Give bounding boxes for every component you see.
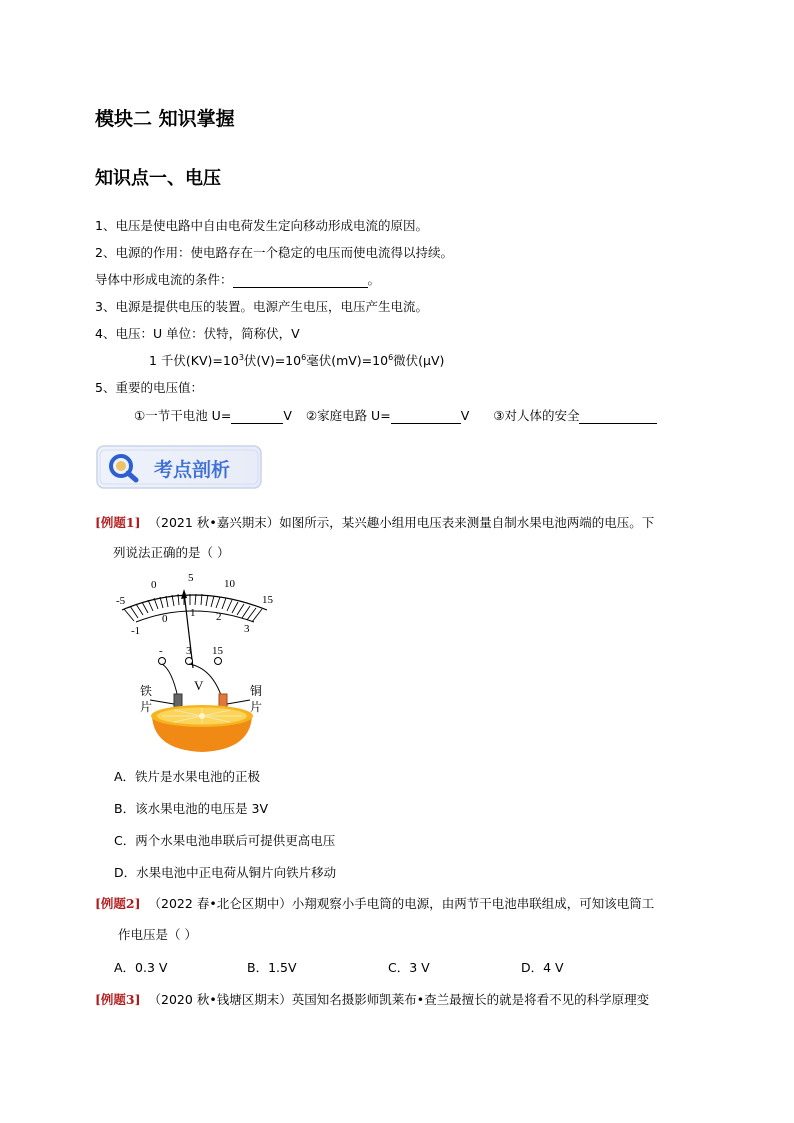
- scale-lower-4: 2: [216, 611, 222, 623]
- value-battery-unit: V: [283, 408, 292, 423]
- example-2-line-1: [95, 894, 654, 912]
- value-safe-blank[interactable]: [579, 409, 657, 424]
- scale-upper-1: -5: [116, 595, 126, 607]
- badge-label: 考点剖析: [154, 459, 231, 481]
- example-2-line-2: 作电压是（ ）: [118, 927, 197, 942]
- example-2-stem: （2022 春•北仑区期中）小翔观察小手电筒的电源，由两节干电池串联组成，可知该电筒工: [148, 896, 655, 911]
- point-2: 2、电源的作用：使电路存在一个稳定的电压而使电流得以持续。: [95, 245, 453, 260]
- value-household-blank[interactable]: [391, 409, 461, 424]
- unit-kv: 1 千伏(KV)=10: [149, 353, 239, 368]
- module-title: 模块二 知识掌握: [95, 108, 235, 130]
- copper-label-2: 片: [250, 700, 263, 714]
- scale-lower-1: -1: [131, 625, 141, 637]
- scale-lower-5: 3: [244, 623, 250, 635]
- point-3: 3、电源是提供电压的装置。电源产生电压，电压产生电流。: [95, 299, 428, 314]
- point-5: 5、重要的电压值：: [95, 380, 203, 395]
- terminal-15-label: 15: [212, 645, 223, 657]
- example-1-line-1: [95, 513, 654, 531]
- example-1-option-b[interactable]: B．该水果电池的电压是 3V: [114, 801, 269, 816]
- condition-suffix: 。: [367, 272, 381, 287]
- example-1-option-a[interactable]: A．铁片是水果电池的正极: [114, 769, 261, 784]
- exam-analysis-badge: [96, 444, 264, 492]
- unit-exp-b: 6: [301, 352, 307, 362]
- value-household-label: ②家庭电路 U=: [305, 408, 391, 423]
- voltmeter-figure: [112, 570, 287, 755]
- point-1: 1、电压是使电路中自由电荷发生定向移动形成电流的原因。: [95, 218, 428, 233]
- unit-uv: 微伏(μV): [393, 353, 445, 368]
- example-3-line-1: [95, 990, 649, 1008]
- example-1-stem: （2021 秋•嘉兴期末）如图所示，某兴趣小组用电压表来测量自制水果电池两端的电压。下: [148, 515, 655, 530]
- example-1-line-2: 列说法正确的是（ ）: [113, 545, 230, 560]
- value-battery-blank[interactable]: [231, 409, 283, 424]
- example-1-option-c[interactable]: C．两个水果电池串联后可提供更高电压: [114, 833, 336, 848]
- meter-label: V: [194, 678, 204, 693]
- example-2-option-c[interactable]: C．3 V: [388, 960, 430, 975]
- scale-upper-3: 5: [188, 572, 194, 584]
- terminal-15: [215, 658, 222, 665]
- example-2-option-a[interactable]: A．0.3 V: [114, 960, 168, 975]
- important-values: [134, 406, 657, 424]
- point-2-condition: [95, 270, 380, 288]
- example-2-option-b[interactable]: B．1.5V: [247, 960, 297, 975]
- value-safe-label: ③对人体的安全: [493, 408, 580, 423]
- iron-label-2: 片: [140, 700, 153, 714]
- terminal-3-label: 3: [186, 645, 192, 657]
- scale-upper-2: 0: [151, 579, 157, 591]
- scale-upper-5: 15: [262, 594, 273, 606]
- section-title: 知识点一、电压: [95, 168, 221, 189]
- orange-half: [151, 705, 253, 752]
- unit-conversion: [149, 351, 444, 369]
- example-2-tag: [例题2]: [95, 896, 141, 911]
- example-1-tag: [例题1]: [95, 515, 141, 530]
- terminal-neg: [159, 658, 166, 665]
- terminal-3: [186, 658, 193, 665]
- scale-lower-3: 1: [190, 607, 196, 619]
- example-3-stem: （2020 秋•钱塘区期末）英国知名摄影师凯莱布•查兰最擅长的就是将看不见的科学原理变: [148, 992, 650, 1007]
- value-household-unit: V: [460, 408, 470, 423]
- scale-upper-4: 10: [224, 578, 235, 590]
- search-icon: [108, 453, 140, 483]
- point-4: 4、电压：U 单位：伏特，简称伏，V: [95, 326, 300, 341]
- copper-label-1: 铜: [250, 684, 263, 698]
- example-1-option-d[interactable]: D．水果电池中正电荷从铜片向铁片移动: [114, 865, 337, 880]
- terminal-neg-label: -: [159, 645, 163, 657]
- value-battery-label: ①一节干电池 U=: [134, 408, 232, 423]
- example-3-tag: [例题3]: [95, 992, 141, 1007]
- iron-label-1: 铁: [140, 684, 153, 698]
- example-2-option-d[interactable]: D．4 V: [521, 960, 564, 975]
- unit-v: 伏(V)=10: [243, 353, 302, 368]
- unit-exp-c: 6: [388, 352, 394, 362]
- condition-blank[interactable]: [233, 273, 368, 288]
- unit-mv: 毫伏(mV)=10: [306, 353, 389, 368]
- unit-exp-a: 3: [238, 352, 244, 362]
- scale-lower-2: 0: [162, 613, 168, 625]
- condition-prefix: 导体中形成电流的条件：: [95, 272, 233, 287]
